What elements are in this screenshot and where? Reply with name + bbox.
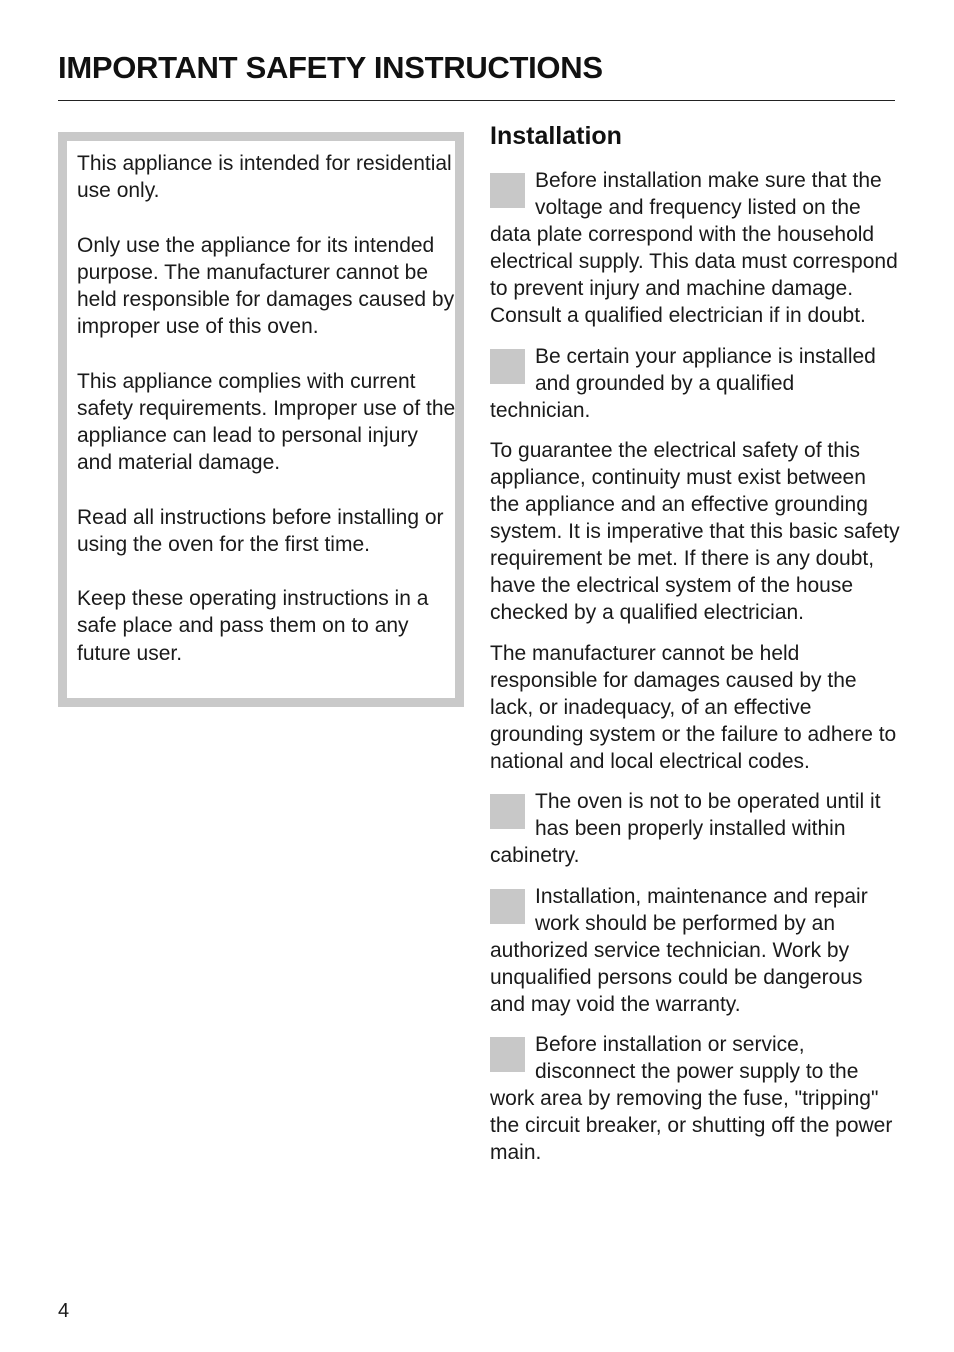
installation-item-text: Installation, maintenance and repair work should be performed by an authorized service technician. Work by unqualified persons could be dangerous and may void the warranty. bbox=[490, 884, 868, 1016]
installation-item-text: Before installation or service, disconnect the power supply to the work area by removing the fuse, "tripping" the circuit breaker, or shutting off the power main. bbox=[490, 1033, 893, 1164]
installation-item bbox=[490, 788, 900, 869]
title-divider bbox=[58, 100, 895, 101]
installation-item bbox=[490, 1031, 900, 1166]
page-title: IMPORTANT SAFETY INSTRUCTIONS bbox=[58, 50, 603, 85]
warning-square-icon bbox=[490, 889, 525, 924]
installation-item-text: Be certain your appliance is installed and grounded by a qualified technician. bbox=[490, 344, 876, 422]
warning-square-icon bbox=[490, 349, 525, 384]
installation-item-text: Before installation make sure that the voltage and frequency listed on the data plate correspond with the household electrical supply. This data must correspond to prevent injury and machine damage. Consult a qualified electrician if in doubt. bbox=[490, 169, 898, 327]
installation-paragraph: The manufacturer cannot be held responsible for damages caused by the lack, or inadequacy, of an effective grounding system or the failure to adhere to national and local electrical codes. bbox=[490, 641, 897, 773]
installation-item bbox=[490, 343, 900, 424]
notice-paragraph: Read all instructions before installing or using the oven for the first time. bbox=[77, 505, 444, 556]
page-number: 4 bbox=[58, 1300, 70, 1322]
notice-paragraph: Only use the appliance for its intended purpose. The manufacturer cannot be held responsible for damages caused by improper use of this oven. bbox=[77, 233, 455, 339]
notice-paragraph: This appliance is intended for residential use only. bbox=[77, 152, 452, 203]
notice-box-text bbox=[77, 150, 457, 667]
warning-square-icon bbox=[490, 173, 525, 208]
installation-item bbox=[490, 167, 900, 329]
warning-square-icon bbox=[490, 794, 525, 829]
notice-paragraph: Keep these operating instructions in a safe place and pass them on to any future user. bbox=[77, 587, 429, 665]
installation-section bbox=[490, 121, 900, 1180]
notice-paragraph: This appliance complies with current safety requirements. Improper use of the appliance can lead to personal injury and material damage. bbox=[77, 369, 456, 475]
section-heading-installation: Installation bbox=[490, 122, 622, 150]
installation-item bbox=[490, 883, 900, 1018]
warning-square-icon bbox=[490, 1037, 525, 1072]
installation-paragraph: To guarantee the electrical safety of this appliance, continuity must exist between the appliance and an effective grounding system. It is imperative that this basic safety requirement be met. If there is any doubt, have the electrical system of the house checked by a qualified electrician. bbox=[490, 439, 900, 624]
installation-item-text: The oven is not to be operated until it has been properly installed within cabinetry. bbox=[490, 790, 881, 867]
